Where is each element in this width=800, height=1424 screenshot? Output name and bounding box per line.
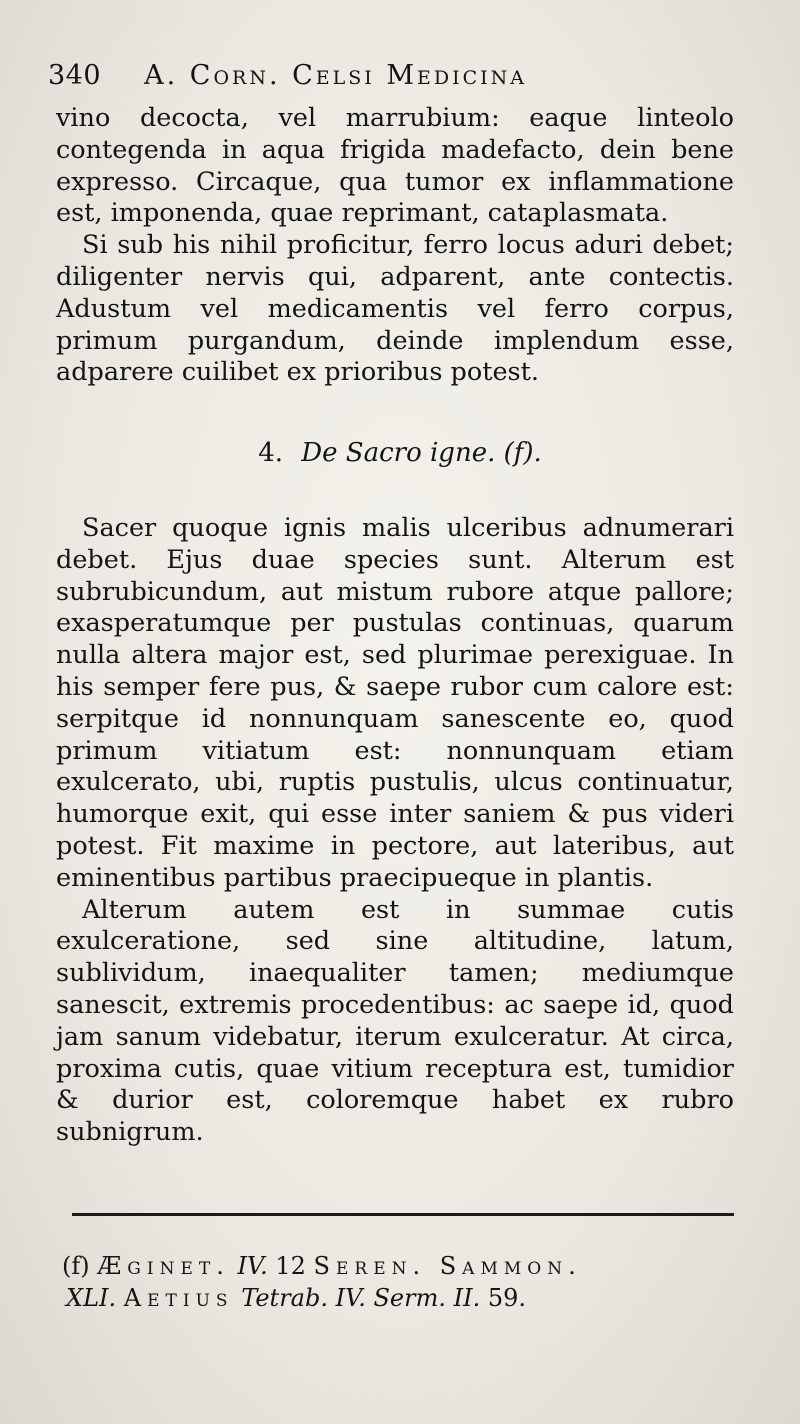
footnote-marker: (f) <box>62 1252 90 1280</box>
footnote <box>62 1250 742 1314</box>
footnote-author: Seren. Sammon. <box>313 1252 582 1280</box>
footnote-rule <box>72 1213 734 1216</box>
body-text-top <box>56 103 734 389</box>
section-title: De Sacro igne. <box>301 438 496 468</box>
footnote-author: Æginet. <box>97 1252 230 1280</box>
section-heading <box>0 438 800 468</box>
paragraph: Si sub his nihil proficitur, ferro locus aduri debet; diligenter nervis qui, adparent, ante contectis. Adustum vel medicamentis vel ferro corpus, primum purgandum, deinde implendum esse, adparere cuilibet ex prioribus potest. <box>56 230 734 388</box>
body-text-section <box>56 513 734 1149</box>
paragraph: vino decocta, vel marrubium: eaque linteolo contegenda in aqua frigida madefacto, dein bene expresso. Circaque, qua tumor ex inflammatione est, imponenda, quae reprimant, cataplasmata. <box>56 103 734 229</box>
running-title: A. Corn. Celsi Medicina <box>144 60 528 91</box>
footnote-ref: XLI. <box>66 1284 117 1312</box>
footnote-work: Tetrab. IV. Serm. II. <box>241 1284 481 1312</box>
footnote-author: Aetius <box>123 1284 234 1312</box>
footnote-line <box>62 1250 742 1282</box>
section-number: 4. <box>258 438 283 468</box>
page-number: 340 <box>48 60 102 91</box>
footnote-reference: (f). <box>503 438 542 468</box>
footnote-ref: IV. <box>237 1252 268 1280</box>
paragraph: Sacer quoque ignis malis ulceribus adnumerari debet. Ejus duae species sunt. Alterum est subrubicundum, aut mistum rubore atque pallore; exasperatumque per pustulas continuas, quarum nulla altera major est, sed plurimae perexiguae. In his semper fere pus, & saepe rubor cum calore est: serpitque id nonnunquam sanescente eo, quod primum vitiatum est: nonnunquam etiam exulcerato, ubi, ruptis pustulis, ulcus continuatur, humorque exit, qui esse inter saniem & pus videri potest. Fit maxime in pectore, aut lateribus, aut eminentibus partibus praecipueque in plantis. <box>56 513 734 893</box>
running-head <box>48 60 748 91</box>
footnote-num: 59. <box>487 1284 527 1312</box>
paragraph: Alterum autem est in summae cutis exulceratione, sed sine altitudine, latum, sublividum, inaequaliter tamen; mediumque sanescit, extremis procedentibus: ac saepe id, quod jam sanum videbatur, iterum exulceratur. At circa, proxima cutis, quae vitium receptura est, tumidior & durior est, coloremque habet ex rubro subnigrum. <box>56 894 734 1148</box>
footnote-line <box>66 1282 742 1314</box>
footnote-num: 12 <box>275 1252 306 1280</box>
